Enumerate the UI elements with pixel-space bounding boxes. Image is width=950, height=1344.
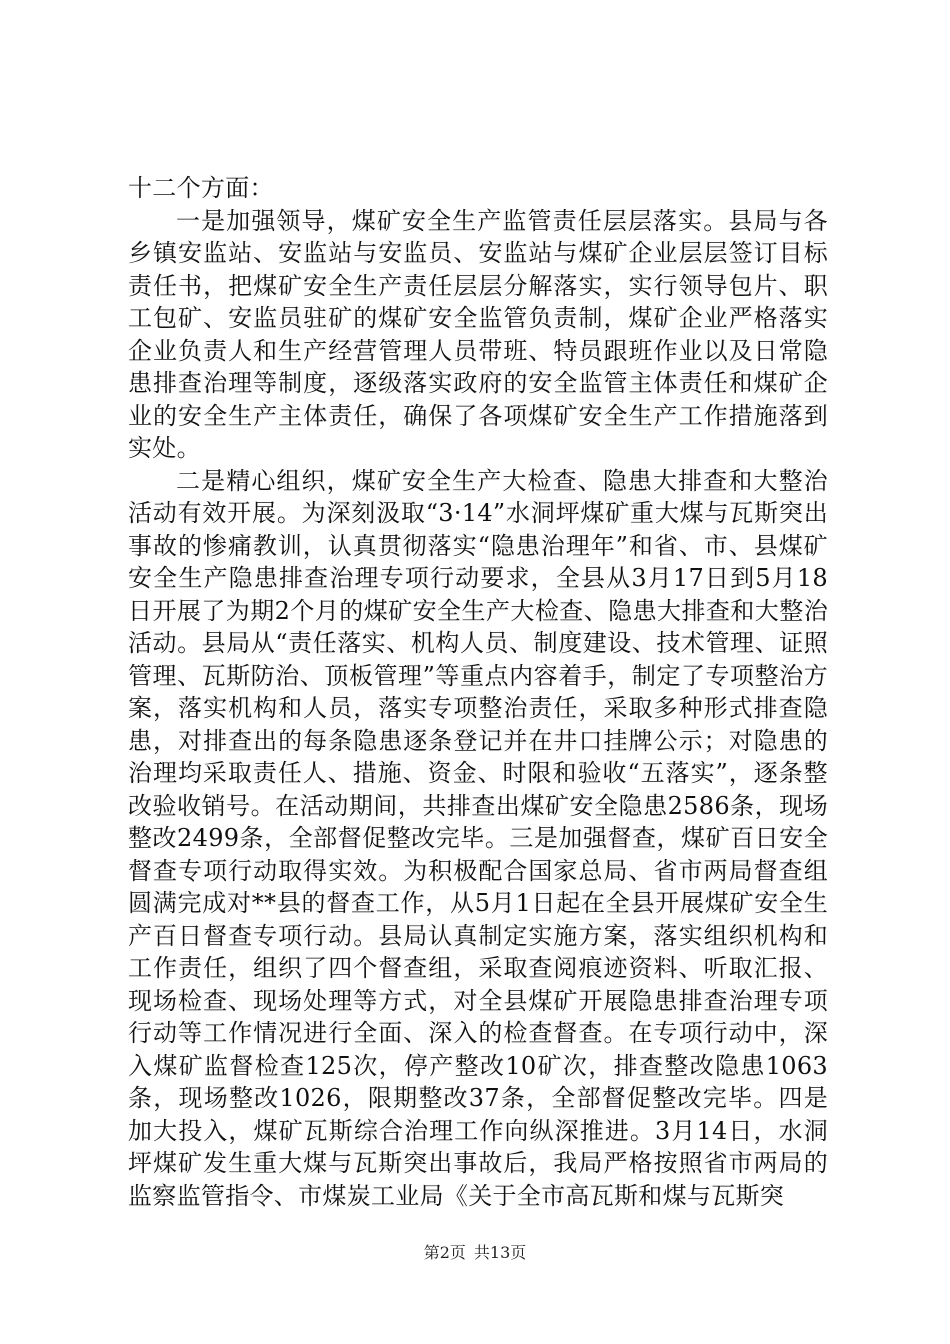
page-total: 共13页	[473, 1243, 527, 1262]
paragraph-point-one: 一是加强领导，煤矿安全生产监管责任层层落实。县局与各乡镇安监站、安监站与安监员、安监站与煤矿企业层层签订目标责任书，把煤矿安全生产责任层层分解落实，实行领导包片、职工包矿、安监员驻矿的煤矿安全监管负责制，煤矿企业严格落实企业负责人和生产经营管理人员带班、特员跟班作业以及日常隐患排查治理等制度，逐级落实政府的安全监管主体责任和煤矿企业的安全生产主体责任，确保了各项煤矿安全生产工作措施落到实处。	[128, 206, 828, 462]
document-body	[128, 172, 828, 1212]
page-number: 第2页	[423, 1243, 466, 1262]
page-footer	[0, 1240, 950, 1263]
paragraph-intro: 十二个方面：	[128, 174, 274, 202]
paragraph-point-two: 二是精心组织，煤矿安全生产大检查、隐患大排查和大整治活动有效开展。为深刻汲取“3·14”水洞坪煤矿重大煤与瓦斯突出事故的惨痛教训，认真贯彻落实“隐患治理年”和省、市、县煤矿安全生产隐患排查治理专项行动要求，全县从3月17日到5月18日开展了为期2个月的煤矿安全生产大检查、隐患大排查和大整治活动。县局从“责任落实、机构人员、制度建设、技术管理、证照管理、瓦斯防治、顶板管理”等重点内容着手，制定了专项整治方案，落实机构和人员，落实专项整治责任，采取多种形式排查隐患，对排查出的每条隐患逐条登记并在井口挂牌公示；对隐患的治理均采取责任人、措施、资金、时限和验收“五落实”，逐条整改验收销号。在活动期间，共排查出煤矿安全隐患2586条，现场整改2499条，全部督促整改完毕。三是加强督查，煤矿百日安全督查专项行动取得实效。为积极配合国家总局、省市两局督查组圆满完成对**县的督查工作，从5月1日起在全县开展煤矿安全生产百日督查专项行动。县局认真制定实施方案，落实组织机构和工作责任，组织了四个督查组，采取查阅痕迹资料、听取汇报、现场检查、现场处理等方式，对全县煤矿开展隐患排查治理专项行动等工作情况进行全面、深入的检查督查。在专项行动中，深入煤矿监督检查125次，停产整改10矿次，排查整改隐患1063条，现场整改1026，限期整改37条，全部督促整改完毕。四是加大投入，煤矿瓦斯综合治理工作向纵深推进。3月14日，水洞坪煤矿发生重大煤与瓦斯突出事故后，我局严格按照省市两局的监察监管指令、市煤炭工业局《关于全市高瓦斯和煤与瓦斯突	[128, 466, 828, 1210]
